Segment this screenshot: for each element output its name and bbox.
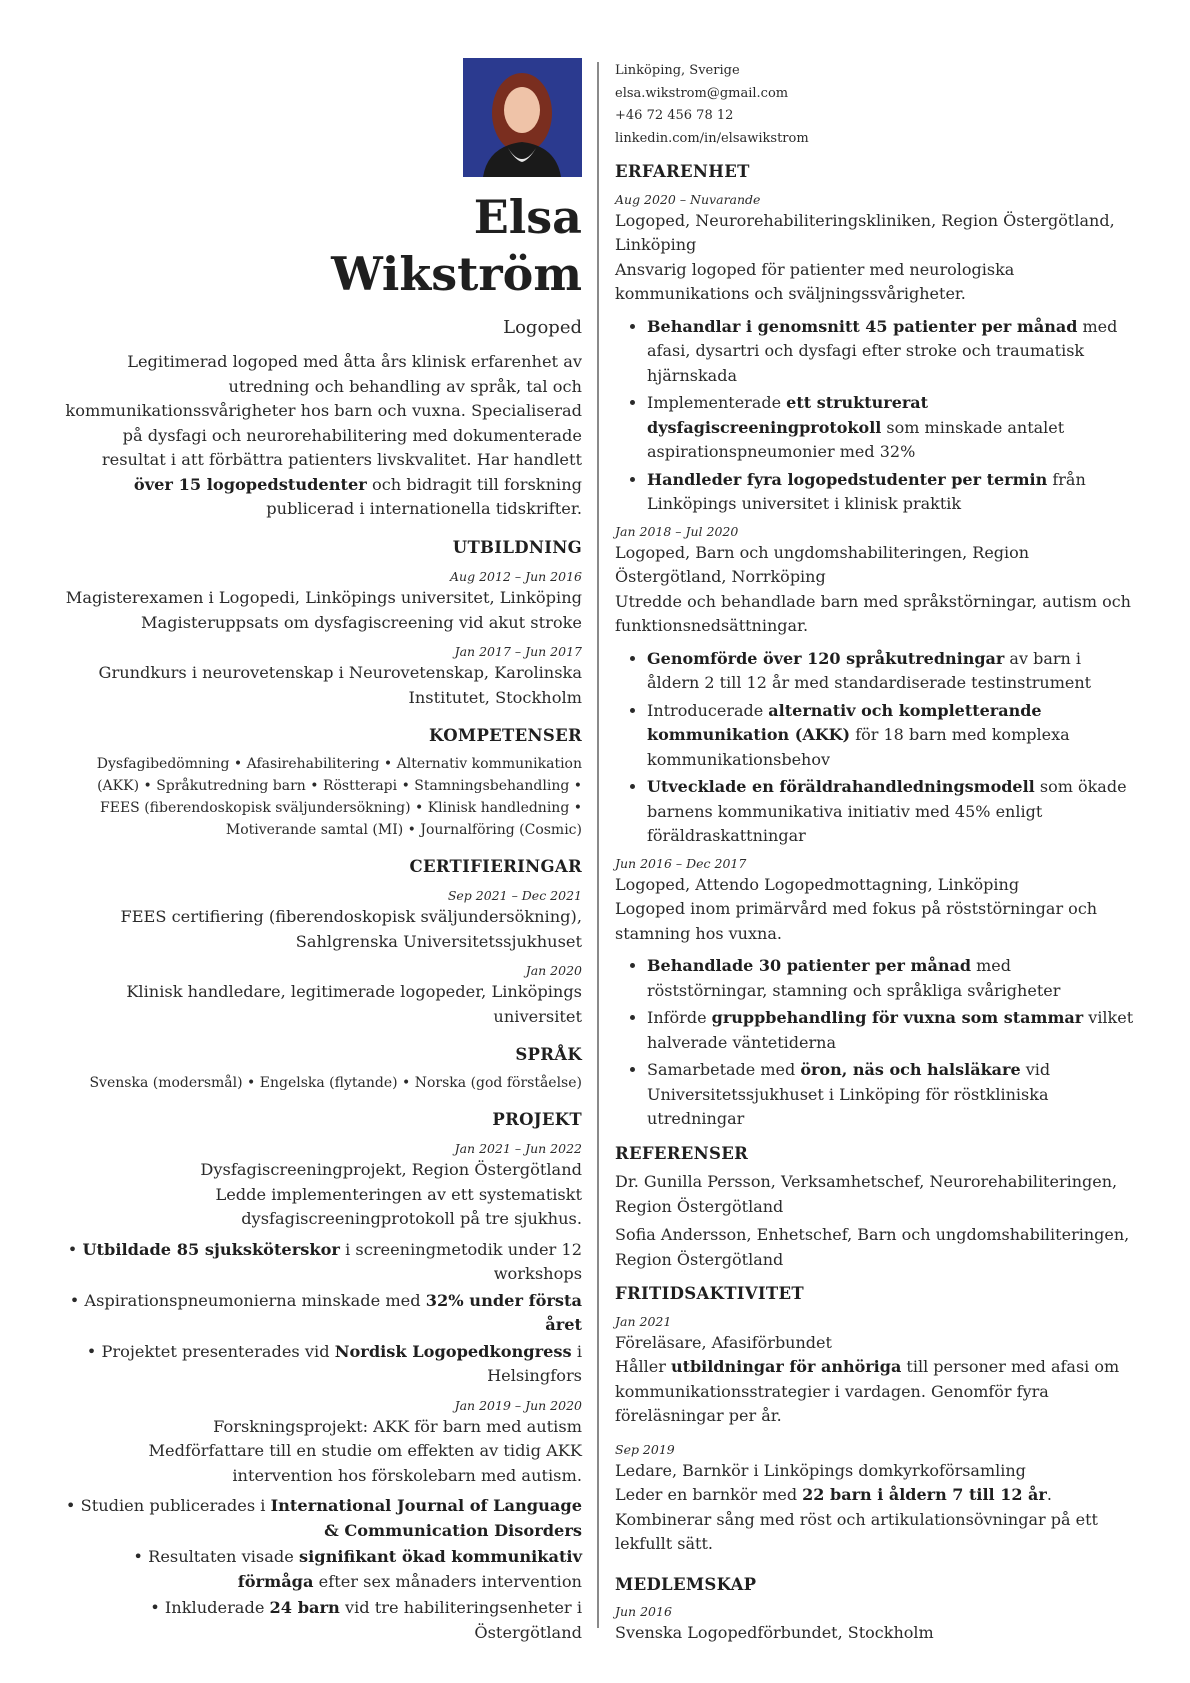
list-item: • Samarbetade med öron, näs och halsläkare vid Universitetssjukhuset i Linköping för röstkliniska utredningar [647, 1058, 1135, 1132]
list-item: • Behandlar i genomsnitt 45 patienter per månad med afasi, dysartri och dysfagi efter stroke och traumatisk hjärnskada [647, 315, 1135, 389]
last-name: Wikström [331, 246, 582, 301]
membership-title: Svenska Logopedförbundet, Stockholm [615, 1623, 934, 1642]
project-bullets [60, 1494, 582, 1645]
experience-title: Logoped, Neurorehabiliteringskliniken, Region Östergötland, Linköping [615, 210, 1115, 254]
experience-date: Aug 2020 – Nuvarande [615, 191, 761, 207]
leisure-description: Håller utbildningar för anhöriga till personer med afasi om kommunikationsstrategier i vardagen. Genomför fyra föreläsningar per år. [615, 1357, 1120, 1425]
experience-bullets [615, 315, 1135, 517]
education-heading: UTBILDNING [452, 537, 582, 557]
project-date: Jan 2019 – Jun 2020 [454, 1397, 582, 1413]
experience-date: Jan 2018 – Jul 2020 [615, 523, 739, 539]
portrait-image [463, 58, 582, 177]
leisure-description: Leder en barnkör med 22 barn i åldern 7 till 12 år. Kombinerar sång med röst och artikulationsövningar på ett lekfullt sätt. [615, 1485, 1098, 1553]
experience-title: Logoped, Attendo Logopedmottagning, Linköping [615, 874, 1020, 894]
reference-item: Dr. Gunilla Persson, Verksamhetschef, Neurorehabiliteringen, Region Östergötland [615, 1172, 1118, 1216]
contact-location: Linköping, Sverige [615, 63, 740, 78]
person-name [60, 189, 582, 303]
leisure-heading: FRITIDSAKTIVITET [615, 1284, 804, 1303]
membership-date: Jun 2016 [615, 1604, 672, 1619]
reference-item: Sofia Andersson, Enhetschef, Barn och ungdomshabiliteringen, Region Östergötland [615, 1225, 1130, 1269]
skills-heading: KOMPETENSER [429, 726, 582, 745]
experience-description: Logoped inom primärvård med fokus på röststörningar och stamning hos vuxna. [615, 899, 1098, 943]
list-item: • Genomförde över 120 språkutredningar av barn i åldern 2 till 12 år med standardiserade testinstrument [647, 647, 1135, 696]
experience-heading: ERFARENHET [615, 162, 750, 181]
contact-email[interactable]: elsa.wikstrom@gmail.com [615, 85, 789, 101]
list-item: • Resultaten visade signifikant ökad kommunikativ förmåga efter sex månaders intervention [133, 1547, 582, 1591]
education-date: Aug 2012 – Jun 2016 [450, 569, 582, 584]
experience-title: Logoped, Barn och ungdomshabiliteringen, Region Östergötland, Norrköping [615, 542, 1030, 586]
skills-list: Dysfagibedömning • Afasirehabilitering • Alternativ kommunikation (AKK) • Språkutredning barn • Röstterapi • Stamningsbehandling • FEES (fiberendoskopisk sväljundersökning) • Klinisk handledning • Motiverande samtal (MI) • Journalföring (Cosmic) [96, 755, 582, 838]
list-item: • Projektet presenterades vid Nordisk Logopedkongress i Helsingfors [86, 1341, 582, 1385]
list-item: • Introducerade alternativ och kompletterande kommunikation (AKK) för 18 barn med komplexa kommunikationsbehov [647, 699, 1135, 773]
list-item: • Införde gruppbehandling för vuxna som stammar vilket halverade väntetiderna [647, 1006, 1135, 1055]
certification-title: Klinisk handledare, legitimerade logopeder, Linköpings universitet [126, 982, 582, 1026]
certification-date: Jan 2020 [525, 963, 582, 978]
list-item: • Handleder fyra logopedstudenter per termin från Linköpings universitet i klinisk praktik [647, 468, 1135, 517]
languages-heading: SPRÅK [515, 1045, 582, 1064]
right-column [615, 60, 1135, 1646]
certification-title: FEES certifiering (fiberendoskopisk sväljundersökning), Sahlgrenska Universitetssjukhuset [120, 907, 582, 951]
job-title: Logoped [503, 316, 582, 338]
profile-photo [463, 58, 582, 177]
summary-highlight: över 15 logopedstudenter [133, 474, 367, 494]
education-title: Magisterexamen i Logopedi, Linköpings universitet, Linköping [65, 588, 582, 607]
project-bullets [60, 1238, 582, 1389]
leisure-date: Jan 2021 [615, 1313, 672, 1329]
experience-bullets [615, 647, 1135, 849]
column-divider [597, 62, 599, 1628]
project-description: Ledde implementeringen av ett systematiskt dysfagiscreeningprotokoll på tre sjukhus. [215, 1184, 582, 1228]
project-date: Jan 2021 – Jun 2022 [454, 1141, 582, 1156]
experience-description: Ansvarig logoped för patienter med neurologiska kommunikations och sväljningssvårigheter. [615, 259, 1015, 303]
experience-description: Utredde och behandlade barn med språkstörningar, autism och funktionsnedsättningar. [615, 591, 1131, 635]
leisure-date: Sep 2019 [615, 1441, 675, 1457]
experience-bullets [615, 954, 1135, 1132]
references-heading: REFERENSER [615, 1143, 749, 1163]
education-title: Grundkurs i neurovetenskap i Neurovetenskap, Karolinska Institutet, Stockholm [98, 663, 582, 707]
projects-heading: PROJEKT [492, 1109, 582, 1129]
list-item: • Utbildade 85 sjuksköterskor i screeningmetodik under 12 workshops [67, 1239, 582, 1283]
certifications-heading: CERTIFIERINGAR [409, 856, 582, 876]
memberships-heading: MEDLEMSKAP [615, 1574, 757, 1594]
project-title: Forskningsprojekt: AKK för barn med autism [213, 1416, 582, 1436]
contact-linkedin[interactable]: linkedin.com/in/elsawikstrom [615, 130, 809, 146]
list-item: • Implementerade ett strukturerat dysfagiscreeningprotokoll som minskade antalet aspirationspneumonier med 32% [647, 391, 1135, 465]
list-item: • Behandlade 30 patienter per månad med röststörningar, stamning och språkliga svårigheter [647, 954, 1135, 1003]
leisure-title: Ledare, Barnkör i Linköpings domkyrkoförsamling [615, 1460, 1026, 1480]
contact-phone: +46 72 456 78 12 [615, 108, 734, 123]
list-item: • Inkluderade 24 barn vid tre habiliteringsenheter i Östergötland [150, 1598, 582, 1642]
summary-text-end: och bidragit till forskning publicerad i internationella tidskrifter. [266, 474, 582, 518]
project-description: Medförfattare till en studie om effekten av tidig AKK intervention hos förskolebarn med autism. [148, 1441, 582, 1485]
contact-block [615, 60, 1135, 150]
leisure-title: Föreläsare, Afasiförbundet [615, 1332, 832, 1352]
list-item: • Aspirationspneumonierna minskade med 32% under första året [69, 1290, 582, 1334]
summary [60, 350, 582, 522]
list-item: • Studien publicerades i International Journal of Language & Communication Disorders [65, 1496, 582, 1540]
education-date: Jan 2017 – Jun 2017 [454, 644, 582, 659]
experience-date: Jun 2016 – Dec 2017 [615, 855, 747, 871]
languages-list: Svenska (modersmål) • Engelska (flytande) • Norska (god förståelse) [89, 1074, 582, 1091]
education-description: Magisteruppsats om dysfagiscreening vid akut stroke [140, 612, 582, 632]
list-item: • Utvecklade en föräldrahandledningsmodell som ökade barnens kommunikativa initiativ med 45% enligt föräldraskattningar [647, 775, 1135, 849]
left-column [60, 58, 582, 1645]
first-name: Elsa [473, 189, 582, 244]
summary-text: Legitimerad logoped med åtta års klinisk erfarenhet av utredning och behandling av språk, tal och kommunikationssvårigheter hos barn och vuxna. Specialiserad på dysfagi och neurorehabilitering med dokumenterade resultat i att förbättra patienters livskvalitet. Har handlett [65, 352, 582, 469]
certification-date: Sep 2021 – Dec 2021 [447, 888, 582, 903]
project-title: Dysfagiscreeningprojekt, Region Östergötland [200, 1160, 582, 1179]
